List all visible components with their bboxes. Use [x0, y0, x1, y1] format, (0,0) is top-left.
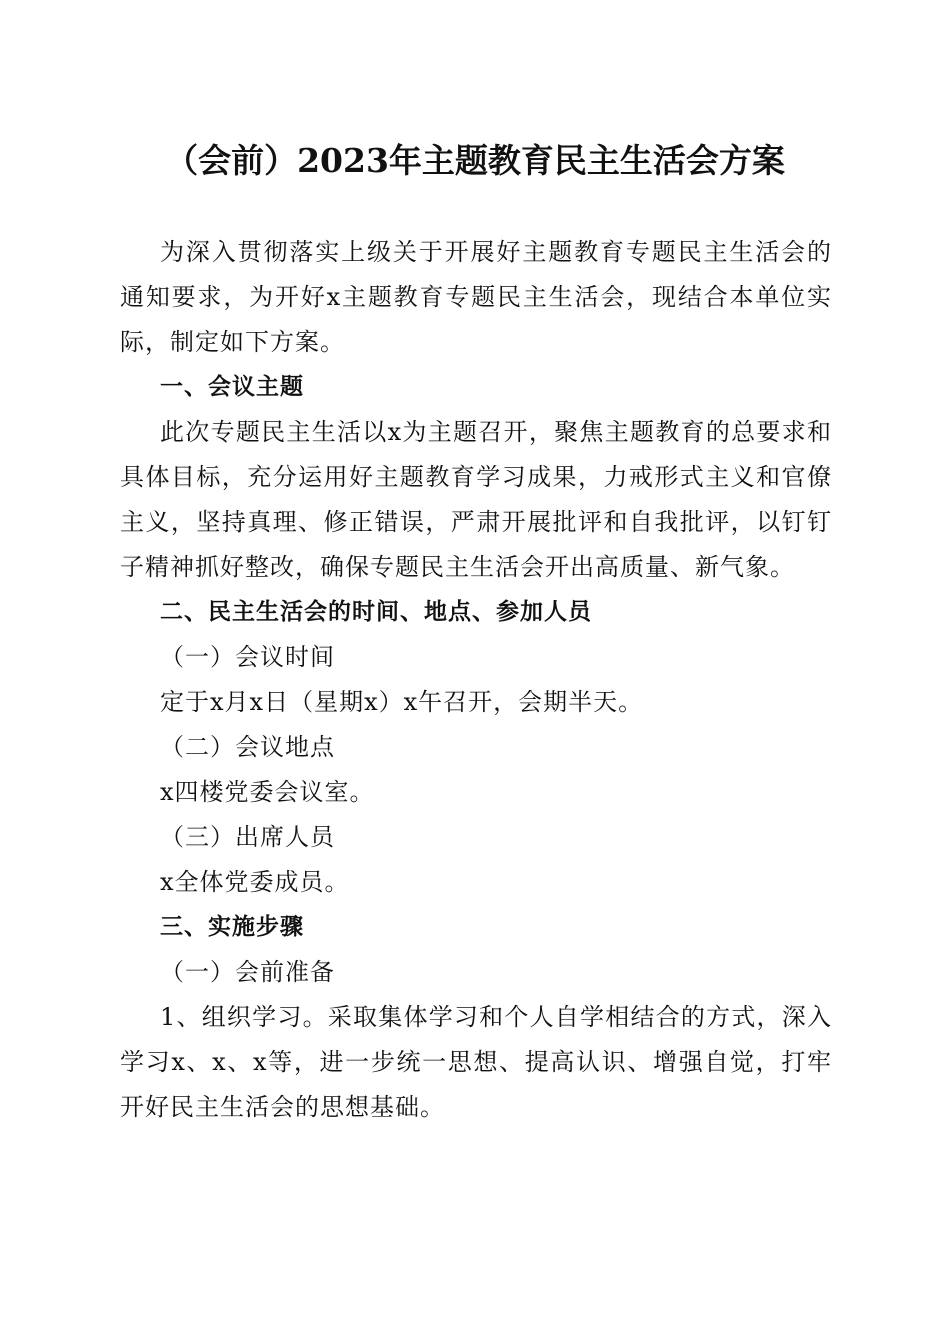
- document-body: [120, 230, 832, 1130]
- attendees-paragraph: x全体党委成员。: [160, 868, 350, 896]
- intro-paragraph: 为深入贯彻落实上级关于开展好主题教育专题民主生活会的通知要求，为开好x主题教育专题民主生活会，现结合本单位实际，制定如下方案。: [120, 238, 832, 356]
- location-paragraph: x四楼党委会议室。: [160, 778, 375, 806]
- subheading-time: （一）会议时间: [160, 643, 335, 671]
- time-paragraph: 定于x月x日（星期x）x午召开，会期半天。: [160, 688, 644, 716]
- theme-paragraph: 此次专题民主生活以x为主题召开，聚焦主题教育的总要求和具体目标，充分运用好主题教育学习成果，力戒形式主义和官僚主义，坚持真理、修正错误，严肃开展批评和自我批评，以钉钉子精神抓好整改，确保专题民主生活会开出高质量、新气象。: [120, 418, 832, 581]
- document-title: （会前）2023年主题教育民主生活会方案: [165, 141, 785, 180]
- section-heading-1: 一、会议主题: [160, 374, 304, 400]
- subheading-attendees: （三）出席人员: [160, 823, 335, 851]
- study-paragraph: 1、组织学习。采取集体学习和个人自学相结合的方式，深入学习x、x、x等，进一步统一思想、提高认识、增强自觉，打牢开好民主生活会的思想基础。: [120, 1003, 832, 1121]
- section-heading-3: 三、实施步骤: [160, 914, 304, 940]
- subheading-preparation: （一）会前准备: [160, 958, 335, 986]
- section-heading-2: 二、民主生活会的时间、地点、参加人员: [160, 599, 592, 625]
- subheading-location: （二）会议地点: [160, 733, 335, 761]
